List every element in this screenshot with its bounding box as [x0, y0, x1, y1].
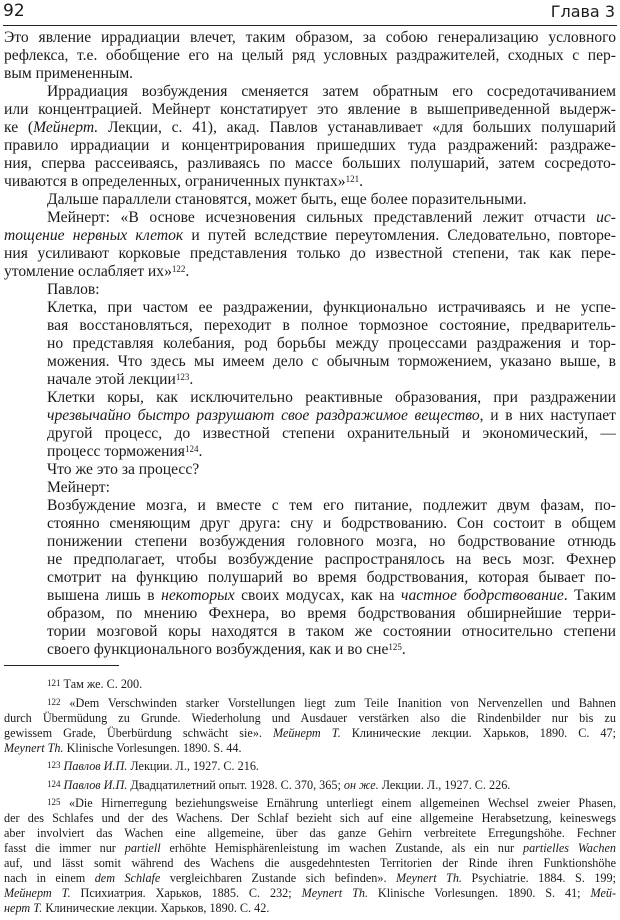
- text-line: [4, 173, 616, 191]
- text: Иррадиация возбуждения сменяется затем обратным его сосредотачиванием: [47, 83, 616, 100]
- italic-text: тощение нервных клеток: [4, 227, 184, 244]
- text-line: [4, 389, 616, 407]
- italic-text: Павлов И.П.: [63, 777, 128, 792]
- italic-text: partiell: [124, 841, 161, 855]
- text: «Dem Verschwinden starker Vorstellungen liegt zum Teile Inanition von Nervenzellen und Bahnen: [60, 695, 616, 710]
- text-line: [4, 569, 616, 587]
- text-line: [4, 335, 616, 353]
- italic-text: Meynert Th.: [395, 871, 462, 885]
- italic-text: Meynert Th.: [301, 886, 368, 900]
- text: Клинические лекции. Харьков, 1890. С. 47;: [340, 725, 616, 740]
- text: Klinische Vorlesungen. 1890. S. 44.: [63, 740, 242, 755]
- text-line: [4, 371, 616, 389]
- footnote-line: [4, 778, 616, 793]
- footnote-line: [4, 826, 616, 841]
- footnote-122: [4, 696, 616, 756]
- text: ния, сперва рассеиваясь, разливаясь по массе больших полушарий, затем сосредото-: [4, 155, 616, 172]
- running-header: [3, 0, 617, 26]
- text: «Die Hirnerregung beziehungsweise Ernährung unterliegt einem allgemeinen Wechsel zweier Phasen,: [60, 796, 616, 810]
- text-line: [4, 407, 616, 425]
- text: .: [401, 641, 406, 658]
- text: можения. Что здесь мы имеем дело с обычным торможением, указано выше, в: [47, 353, 616, 370]
- text: вая восстановляться, переходит в полное тормозное состояние, предваритель-: [47, 317, 616, 334]
- text-line: [4, 263, 616, 281]
- text: Павлов:: [47, 281, 100, 298]
- text-line: [4, 65, 616, 83]
- text-line: [4, 191, 616, 209]
- italic-text: он же.: [343, 777, 379, 792]
- text-line: [4, 227, 616, 245]
- text: gewissem Grade, Überbürdung schwächt sie».: [4, 725, 273, 740]
- text: ке (: [4, 119, 34, 136]
- footnote-ref: 125: [388, 642, 402, 652]
- text: ния усиливают корковые представления только до известной степени, так как пере-: [4, 245, 616, 262]
- text: не предполагает, чтобы возбуждение распространялось на весь мозг. Фехнер: [47, 551, 616, 568]
- text: .: [189, 371, 194, 388]
- italic-text: Мей-: [590, 886, 616, 900]
- text: рефлекса, т.е. обобщение его на целый ряд условных раздражителей, сходных с пер-: [4, 47, 616, 64]
- footnote-line: [4, 726, 616, 741]
- text: смотрит на функцию полушарий во время бодрствования, которая бывает по-: [47, 569, 616, 586]
- text-line: [4, 605, 616, 623]
- text: вышена лишь в: [47, 587, 162, 604]
- text: .: [185, 263, 190, 280]
- text: утомление ослабляет их»: [4, 263, 172, 280]
- text-line: [4, 515, 616, 533]
- footnote-ref: 124: [47, 778, 61, 789]
- text: своих модусах, как на: [234, 587, 402, 604]
- footnote-ref: 122: [47, 696, 61, 707]
- text-line: [4, 101, 616, 119]
- text: Лекции. Л., 1927. С. 226.: [378, 777, 511, 792]
- text: Там же. С. 200.: [60, 677, 143, 691]
- text-line: [4, 317, 616, 335]
- text: правило иррадиации и концентрирования пришедших туда раздражений: раздраже-: [4, 137, 616, 154]
- text: Klinische Vorlesungen. 1890. S. 41;: [368, 886, 591, 900]
- text: Лекции, с. 41), акад. Павлов устанавливает «для больших полушарий: [98, 119, 616, 136]
- text: Мейнерт: «В основе исчезновения сильных представлений лежит отчасти: [47, 209, 597, 226]
- text: der des Schlafes und der des Wachens. Der Schlaf bezieht sich auf eine allgemeine Herabsetzung, keineswegs: [4, 811, 616, 825]
- text-line: [4, 497, 616, 515]
- text: понижении степени возбуждения головного мозга, но бодрствование отнюдь: [47, 533, 616, 550]
- text-line: [4, 623, 616, 641]
- text: вым примененным.: [4, 65, 134, 82]
- footnote-ref: 121: [345, 174, 360, 184]
- footnotes: [4, 677, 616, 920]
- footnote-line: [4, 677, 616, 692]
- footnote-line: [4, 811, 616, 826]
- text-line: [4, 533, 616, 551]
- text: Клинические лекции. Харьков, 1890. С. 42.: [42, 901, 270, 915]
- text-line: [4, 281, 616, 299]
- text-line: [4, 83, 616, 101]
- footnote-123: [4, 759, 616, 774]
- text-line: [4, 353, 616, 371]
- footnote-ref: 125: [47, 797, 61, 807]
- text: начале этой лекции: [47, 371, 176, 388]
- footnote-line: [4, 711, 616, 726]
- text: Это явление иррадиации влечет, таким образом, за собою генерализацию условного: [4, 29, 616, 46]
- text: но представляя колебания, род борьбы между процессами раздражения и тор-: [47, 335, 616, 352]
- body-text: [4, 29, 616, 659]
- footnote-125: [4, 796, 616, 916]
- footnote-line: [4, 856, 616, 871]
- italic-text: partielles Wachen: [522, 841, 616, 855]
- italic-text: Мейнерт Т.: [273, 725, 341, 740]
- footnote-line: [4, 901, 616, 916]
- text: auf, und lässt somit während des Wachens die ausgedehntesten Territorien der Rinde ihren Funktionshöhe: [4, 856, 616, 870]
- text: Лекции. Л., 1927. С. 216.: [127, 759, 259, 773]
- text: Двадцатилетний опыт. 1928. С. 370, 365;: [127, 777, 344, 792]
- text: Клетка, при частом ее раздражении, функционально истрачиваясь и не успе-: [47, 299, 616, 316]
- italic-text: Мейнерт Т.: [4, 886, 71, 900]
- text: чиваются в определенных, ограниченных пунктах»: [4, 173, 346, 190]
- page-number: 92: [3, 1, 25, 21]
- text-line: [4, 587, 616, 605]
- italic-text: Meynert Th.: [4, 740, 64, 755]
- text: .: [359, 173, 363, 190]
- italic-text: некоторых: [161, 587, 235, 604]
- text: , и в них наступает: [479, 407, 616, 424]
- text: vergleichbaren Zustande sich befinden».: [160, 871, 396, 885]
- text-line: [4, 551, 616, 569]
- text: стоянно сменяющим друг друга: сну и бодрствованию. Сон состоит в общем: [47, 515, 616, 532]
- footnote-line: [4, 841, 616, 856]
- italic-text: dem Schlafe: [94, 871, 161, 885]
- footnote-line: [4, 759, 616, 774]
- text: другой процесс, до известной степени охранительный и экономический, —: [47, 425, 616, 442]
- text-line: [4, 461, 616, 479]
- text: или концентрацией. Мейнерт констатирует это явление в вышеприведенной выдерж-: [4, 101, 616, 118]
- text-line: [4, 299, 616, 317]
- text: тории мозговой коры находятся в таком же состоянии относительно степени: [47, 623, 616, 640]
- text-line: [4, 209, 616, 227]
- footnote-ref: 123: [175, 372, 190, 382]
- text: своего функционального возбуждения, как и во сне: [47, 641, 389, 658]
- text-line: [4, 641, 616, 659]
- footnote-separator: [4, 665, 119, 666]
- italic-text: нерт Т.: [4, 901, 43, 915]
- text: Что же это за процесс?: [47, 461, 200, 478]
- italic-text: частное бодрствование: [401, 587, 564, 604]
- text: Дальше параллели становятся, может быть, еще более поразительными.: [47, 191, 527, 208]
- footnote-line: [4, 886, 616, 901]
- chapter-title: Глава 3: [550, 2, 615, 21]
- footnote-124: [4, 778, 616, 793]
- italic-text: ис-: [596, 209, 616, 226]
- text-line: [4, 155, 616, 173]
- text: Psychiatrie. 1884. S. 199;: [461, 871, 616, 885]
- footnote-ref: 124: [184, 444, 199, 454]
- text: fasst die immer nur: [4, 841, 125, 855]
- text: процесс торможения: [47, 443, 185, 460]
- footnote-121: [4, 677, 616, 692]
- footnote-line: [4, 796, 616, 811]
- text: .: [198, 443, 203, 460]
- italic-text: чрезвычайно быстро разрушают свое раздражимое вещество: [47, 407, 480, 424]
- text-line: [4, 443, 616, 461]
- text: erhöhte Hemisphärenleistung im wachen Zustande, als ein nur: [160, 841, 523, 855]
- text-line: [4, 47, 616, 65]
- italic-text: Павлов И.П.: [63, 759, 128, 773]
- text-line: [4, 29, 616, 47]
- text-line: [4, 245, 616, 263]
- text-line: [4, 425, 616, 443]
- italic-text: Мейнерт.: [33, 119, 99, 136]
- footnote-ref: 122: [171, 264, 186, 274]
- text: образом, по мнению Фехнера, во время бодрствования обширнейшие терри-: [47, 605, 616, 622]
- footnote-line: [4, 741, 616, 756]
- text: и путей вследствие переутомления. Следовательно, повторе-: [183, 227, 616, 244]
- text: durch Übermüdung zu Grunde. Wiederholung und Ausdauer verstärken also die Rindenbilder nur bis zu: [4, 710, 616, 725]
- text: Психиатрия. Харьков, 1885. С. 232;: [70, 886, 302, 900]
- text-line: [4, 137, 616, 155]
- text: Возбуждение мозга, и вместе с тем его питание, подлежит двум фазам, по-: [47, 497, 616, 514]
- footnote-ref: 121: [47, 678, 61, 688]
- text: . Таким: [563, 587, 616, 604]
- text-line: [4, 119, 616, 137]
- text-line: [4, 479, 616, 497]
- footnote-line: [4, 696, 616, 711]
- footnote-line: [4, 871, 616, 886]
- footnote-ref: 123: [47, 760, 61, 770]
- text: aber involviert das Wachen eine allgemeine, über das ganze Gehirn verbreitete Erregungshöhe. Fechner: [4, 826, 616, 840]
- text: nach in einem: [4, 871, 95, 885]
- text: Клетки коры, как исключительно реактивные образования, при раздражении: [47, 389, 616, 406]
- text: Мейнерт:: [47, 479, 110, 496]
